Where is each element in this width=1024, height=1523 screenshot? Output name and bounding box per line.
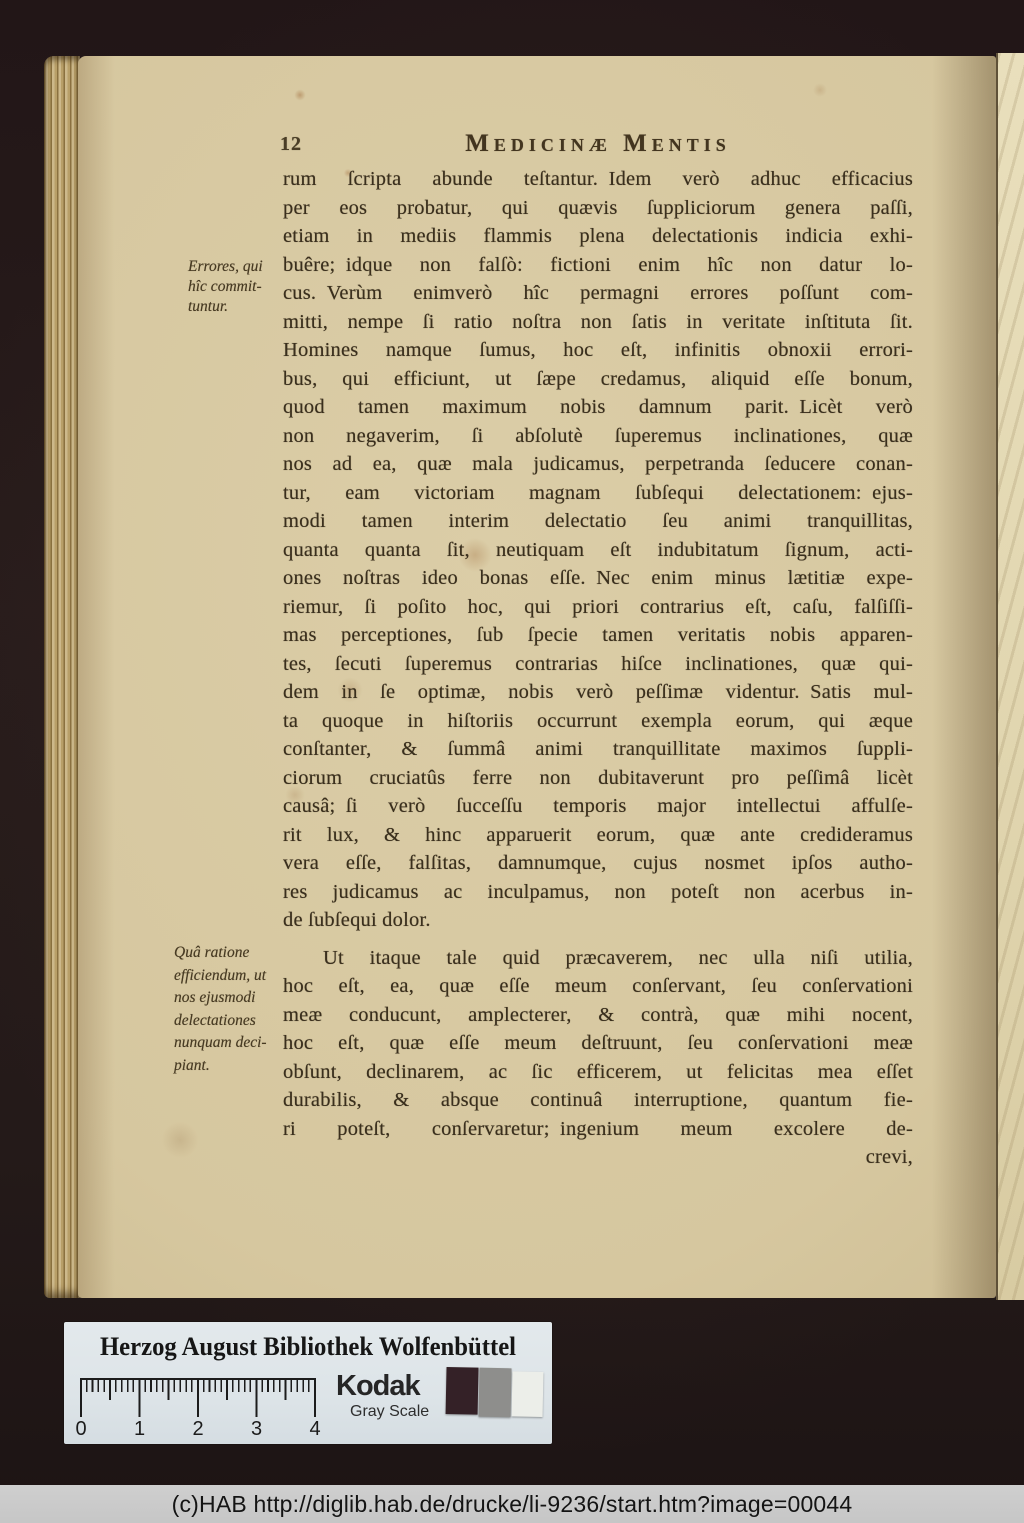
body-line: dem in ſe optimæ, nobis verò peſſimæ videntur. Satis mul- [283, 681, 913, 703]
running-title: Medicinæ Mentis [465, 130, 731, 157]
margin-note-line: piant. [174, 1056, 210, 1074]
ruler-number: 1 [133, 1418, 146, 1440]
body-line: etiam in mediis flammis plena delectationis indicia exhi- [283, 225, 913, 247]
margin-note-line: hîc commit- [188, 278, 262, 295]
kodak-logo: Kodak [336, 1370, 420, 1402]
ruler-ticks-major [80, 1380, 316, 1417]
margin-note-line: nunquam deci- [174, 1034, 267, 1051]
book-gutter-opposite-page [996, 53, 1024, 1300]
body-line: tes, ſecuti ſuperemus contrarias hiſce inclinationes, quæ qui- [283, 652, 913, 675]
body-line: quod tamen maximum nobis damnum parit. Licèt verò [283, 396, 913, 418]
body-line: buêre; idque non falſò: fictioni enim hîc non datur lo- [283, 253, 913, 276]
body-line: mitti, nempe ſi ratio noſtra non ſatis in veritate inſtituta ſit. [283, 310, 913, 333]
body-line: cus. Verùm enimverò hîc permagni errores poſſunt com- [283, 282, 913, 304]
body-line: res judicamus ac inculpamus, non poteſt non acerbus in- [283, 880, 913, 903]
body-line: meæ conducunt, amplecterer, & contrà, quæ mihi nocent, [283, 1003, 913, 1026]
body-line: modi tamen interim delectatio ſeu animi tranquillitas, [283, 510, 913, 532]
body-line: ri poteſt, conſervaretur; ingenium meum excolere de- [283, 1117, 913, 1140]
copyright-url: (c)HAB http://diglib.hab.de/drucke/li-9236/start.htm?image=00044 [171, 1490, 853, 1517]
catchword: crevi, [865, 1146, 913, 1168]
body-line: hoc eſt, ea, quæ eſſe meum conſervant, ſeu conſervationi [283, 975, 913, 997]
body-text [283, 165, 913, 1172]
gray-patch-light [512, 1371, 544, 1417]
library-name: Herzog August Bibliothek Wolfenbüttel [99, 1332, 517, 1361]
margin-note-qua-ratione [174, 942, 292, 1077]
body-line: rit lux, & hinc apparuerit eorum, quæ ante credideramus [283, 823, 913, 846]
body-line: Homines namque ſumus, hoc eſt, infinitis obnoxii errori- [283, 339, 913, 361]
footer-bar [0, 1485, 1024, 1523]
book-page [78, 56, 996, 1298]
ruler-number: 4 [309, 1418, 321, 1440]
margin-note-line: efficiendum, ut [174, 966, 267, 984]
body-line: obſunt, declinarem, ac ſic efficerem, ut felicitas mea eſſet [283, 1060, 913, 1083]
gray-scale-patches [445, 1367, 546, 1421]
margin-note-line: Errores, qui [188, 258, 263, 275]
body-line: nos ad ea, quæ mala judicamus, perpetranda ſeducere conan- [283, 453, 913, 475]
body-line: bus, qui efficiunt, ut ſæpe credamus, aliquid eſſe bonum, [283, 367, 913, 390]
gray-patch-mid [479, 1368, 512, 1418]
book-fore-edge [44, 56, 80, 1298]
body-line: ciorum cruciatûs ferre non dubitaverunt pro peſſimâ licèt [283, 766, 913, 789]
body-line: rum ſcripta abunde teſtantur. Idem verò adhuc efficacius [283, 168, 913, 190]
page-number: 12 [280, 133, 302, 155]
body-line: conſtanter, & ſummâ animi tranquillitate maximos ſuppli- [283, 738, 913, 760]
margin-note-line: tuntur. [188, 298, 229, 315]
body-line: non negaverim, ſi abſolutè ſuperemus inclinationes, quæ [283, 424, 913, 447]
body-line: durabilis, & absque continuâ interruptione, quantum fie- [283, 1089, 913, 1111]
body-line: mas perceptiones, ſub ſpecie tamen veritatis nobis apparen- [283, 624, 913, 646]
body-line: vera eſſe, falſitas, damnumque, cujus nosmet ipſos autho- [283, 852, 913, 874]
margin-note-errores [188, 257, 292, 317]
margin-note-line: delectationes [174, 1011, 256, 1029]
library-color-card [64, 1322, 552, 1444]
body-line: hoc eſt, quæ eſſe meum deſtruunt, ſeu conſervationi meæ [283, 1032, 913, 1054]
body-line: de ſubſequi dolor. [283, 909, 431, 931]
body-line: causâ; ſi verò ſucceſſu temporis major intellectui affulſe- [283, 795, 913, 817]
body-line: tur, eam victoriam magnam ſubſequi delectationem: ejus- [283, 481, 913, 504]
margin-note-line: Quâ ratione [174, 944, 250, 961]
body-line: quanta quanta ſit, neutiquam eſt indubitatum ſignum, acti- [283, 538, 913, 561]
margin-note-line: nos ejusmodi [174, 989, 256, 1006]
body-line: ones noſtras ideo bonas eſſe. Nec enim minus lætitiæ expe- [283, 567, 913, 589]
ruler-number: 3 [250, 1418, 263, 1440]
ruler-number: 0 [75, 1418, 87, 1440]
body-line: riemur, ſi poſito hoc, qui priori contrarius eſt, caſu, falſiſſi- [283, 595, 913, 618]
centimeter-ruler [75, 1378, 321, 1440]
body-line: per eos probatur, qui quævis ſuppliciorum genera paſſi, [283, 196, 913, 219]
body-line: ta quoque in hiſtoriis occurrunt exempla eorum, qui æque [283, 709, 913, 732]
ruler-number: 2 [192, 1418, 204, 1440]
body-line: Ut itaque tale quid præcaverem, nec ulla niſi utilia, [323, 946, 913, 969]
gray-scale-label: Gray Scale [350, 1403, 430, 1420]
gray-patch-dark [446, 1367, 479, 1415]
